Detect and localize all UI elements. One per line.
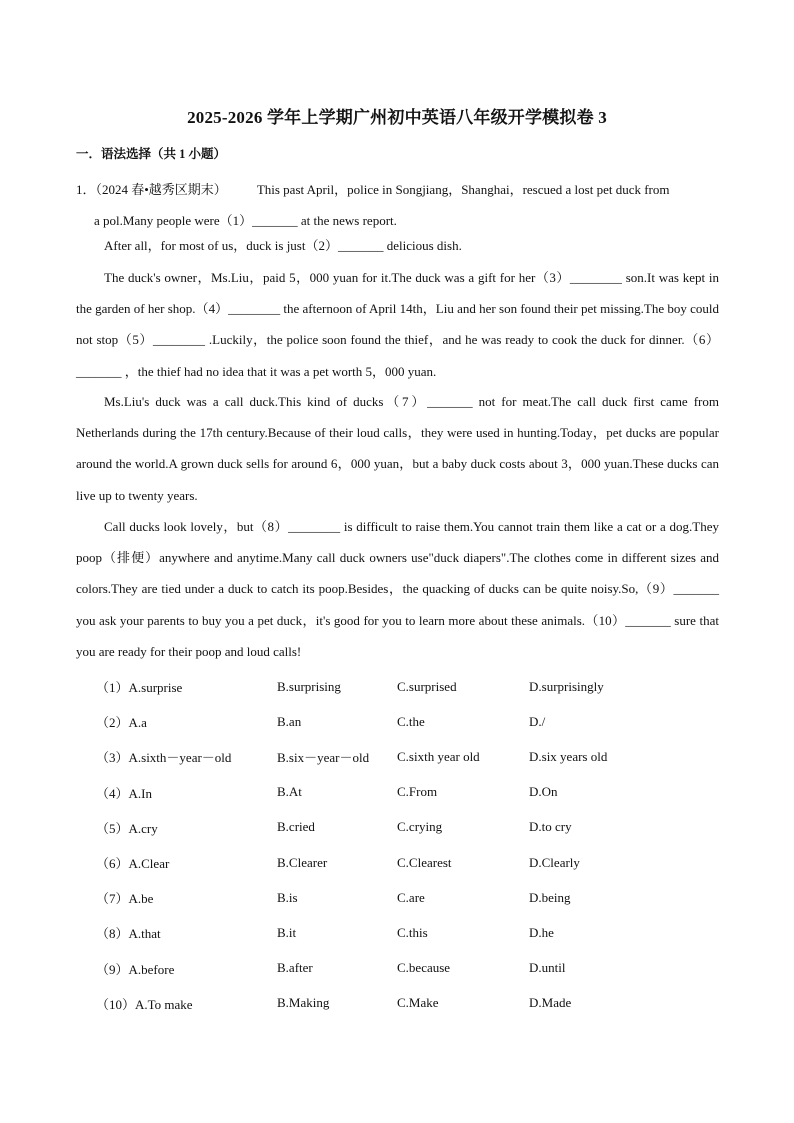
option-b[interactable]: B.is [277,889,298,905]
option-c[interactable]: C.surprised [397,678,457,694]
option-a[interactable]: （3）A.sixth－year－old [96,750,232,766]
option-d[interactable]: D.to cry [529,819,572,835]
option-c[interactable]: C.are [397,889,425,905]
option-b[interactable]: B.Clearer [277,854,328,870]
option-a[interactable]: （10）A.To make [96,996,193,1012]
answer-options [96,669,736,1021]
option-a[interactable]: （2）A.a [96,715,147,731]
option-b[interactable]: B.an [277,713,302,729]
option-d[interactable]: D.being [529,889,571,905]
option-row [96,669,736,704]
option-d[interactable]: D.until [529,960,566,976]
passage-paragraph: Call ducks look lovely，but（8）________ is difficult to raise them.You cannot train them like a cat or a dog.They poop（排便）anywhere and anytime.Many call duck owners use"duck diapers".The clothes come in different sizes and colors.They are tied under a duck to catch its poop.Besides，the quacking of ducks can be quite noisy.So,（9）_______ you ask your parents to buy you a pet duck，it's good for you to learn more about these animals.（10）_______ sure that you are ready for their poop and loud calls! [76,519,719,659]
option-a[interactable]: （7）A.be [96,891,154,907]
page-title: 2025-2026 学年上学期广州初中英语八年级开学模拟卷 3 [187,108,607,127]
question-intro [76,174,719,236]
option-c[interactable]: C.Clearest [397,854,452,870]
option-a[interactable]: （6）A.Clear [96,856,170,872]
option-a[interactable]: （5）A.cry [96,820,158,836]
option-c[interactable]: C.Make [397,995,439,1011]
section-heading: 一．语法选择（共 1 小题） [76,147,227,161]
option-d[interactable]: D.six years old [529,748,608,764]
option-a[interactable]: （1）A.surprise [96,680,183,696]
passage-paragraph: After all，for most of us，duck is just（2）_______ delicious dish. [104,238,462,253]
option-row [96,845,736,880]
option-d[interactable]: D.On [529,784,558,800]
option-row [96,739,736,774]
option-a[interactable]: （8）A.that [96,926,161,942]
option-b[interactable]: B.after [277,960,313,976]
option-b[interactable]: B.it [277,924,297,940]
option-b[interactable]: B.six－year－old [277,750,370,766]
question-number-source: 1．（2024 春•越秀区期末） [76,182,227,197]
option-c[interactable]: C.the [397,713,425,729]
option-row [96,915,736,950]
option-b[interactable]: B.At [277,784,302,800]
option-b[interactable]: B.Making [277,995,330,1011]
option-row [96,704,736,739]
passage-paragraph: The duck's owner，Ms.Liu，paid 5，000 yuan for it.The duck was a gift for her（3）________ son.It was kept in the garden of her shop.（4）________ the afternoon of April 14th，Liu and her son found their pet missing.The boy could not stop（5）________ .Luckily，the police soon found the thief，and he was ready to cook the duck for dinner.（6）_______ ，the thief had no idea that it was a pet worth 5，000 yuan. [76,270,719,379]
option-d[interactable]: D.he [529,924,554,940]
option-a[interactable]: （9）A.before [96,961,175,977]
option-row [96,986,736,1021]
option-c[interactable]: C.From [397,784,438,800]
option-row [96,951,736,986]
option-b[interactable]: B.surprising [277,678,341,694]
option-row [96,880,736,915]
option-d[interactable]: D.Clearly [529,854,580,870]
option-c[interactable]: C.sixth year old [397,748,480,764]
option-b[interactable]: B.cried [277,819,315,835]
option-c[interactable]: C.crying [397,819,443,835]
option-a[interactable]: （4）A.In [96,785,152,801]
passage-paragraph: Ms.Liu's duck was a call duck.This kind of ducks（7）_______ not for meat.The call duck first came from Netherlands during the 17th century.Because of their loud calls，they were used in hunting.Today，pet ducks are popular around the world.A grown duck sells for around 6，000 yuan，but a baby duck costs about 3，000 yuan.These ducks can live up to twenty years. [76,394,720,503]
option-d[interactable]: D.surprisingly [529,678,604,694]
option-d[interactable]: D./ [529,713,546,729]
option-row [96,775,736,810]
option-c[interactable]: C.this [397,924,428,940]
intro-line-1: This past April，police in Songjiang，Shanghai，rescued a lost pet duck from [256,182,670,197]
option-row [96,810,736,845]
intro-line-2: a pol.Many people were（1）_______ at the news report. [94,213,397,228]
option-d[interactable]: D.Made [529,995,572,1011]
option-c[interactable]: C.because [397,960,451,976]
